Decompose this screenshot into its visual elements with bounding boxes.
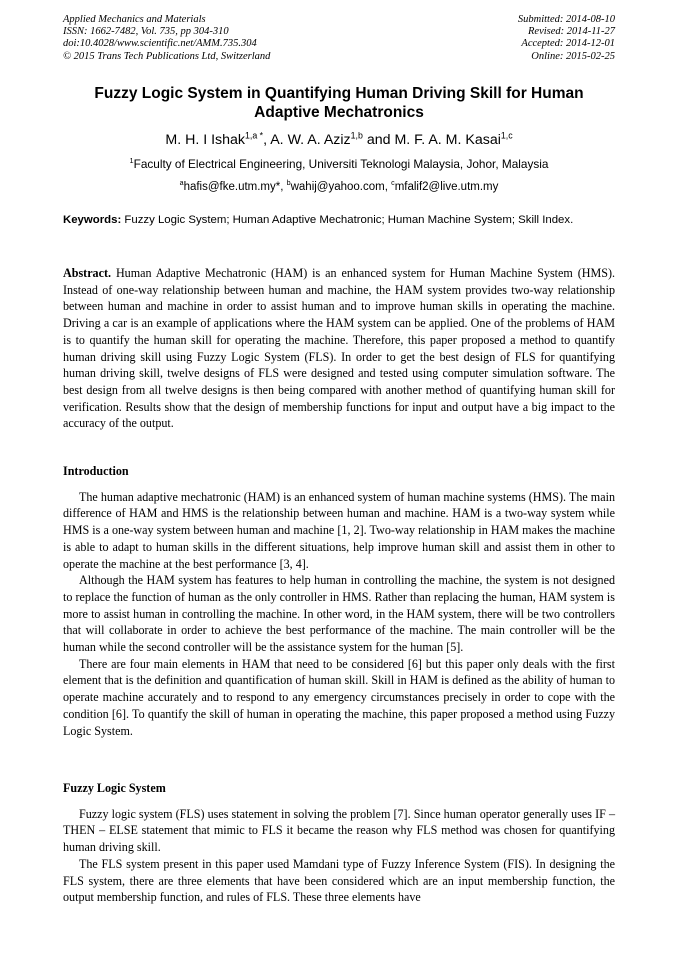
- keywords-label: Keywords:: [63, 214, 122, 226]
- journal-info: [63, 14, 270, 63]
- email-address: hafis@fke.utm.my*: [183, 181, 281, 193]
- author-affiliation-mark: 1,a *: [245, 130, 264, 141]
- section-heading: Fuzzy Logic System: [63, 781, 166, 795]
- paragraph: Although the HAM system has features to help human in controlling the machine, the system is not designed to replace the function of human as the only controller in HMS. Rather than replacing the human, HAM system is more to assist human in controlling the machine. In other word, in the HAM system, there will be two controllers that will collaborate in order to achieve the best performance of the machine. The main controller will be the human while the second controller will be the assistance system for the human [5].: [63, 573, 615, 655]
- paper-title: Fuzzy Logic System in Quantifying Human Driving Skill for Human Adaptive Mechatronics: [94, 85, 584, 121]
- abstract: [63, 265, 615, 432]
- email-address: mfalif2@live.utm.my: [394, 181, 499, 193]
- paragraph: There are four main elements in HAM that need to be considered [6] but this paper only deals with the first element that is the definition and quantification of human skill. Skill in HAM is defined as the ability of human to operate machine accurately and to respond to any emergency circumstances precisely in order to cope with the condition [6]. To quantify the skill of human in operating the machine, this paper proposed a method using Fuzzy Logic System.: [63, 656, 615, 738]
- keywords-text: Fuzzy Logic System; Human Adaptive Mechatronic; Human Machine System; Skill Index.: [124, 214, 574, 226]
- section-fuzzy-logic-system: [63, 780, 615, 906]
- author-name: A. W. A. Aziz: [270, 132, 351, 148]
- journal-copyright: © 2015 Trans Tech Publications Ltd, Switzerland: [63, 50, 271, 62]
- affiliation-mark: 1: [129, 156, 134, 166]
- journal-doi: doi:10.4028/www.scientific.net/AMM.735.304: [63, 38, 257, 50]
- date-online: Online: 2015-02-25: [531, 50, 615, 62]
- author-list: [0, 131, 678, 149]
- date-submitted: Submitted: 2014-08-10: [517, 14, 615, 25]
- journal-issn: ISSN: 1662-7482, Vol. 735, pp 304-310: [63, 26, 229, 38]
- keywords: [63, 213, 615, 228]
- paragraph: The human adaptive mechatronic (HAM) is an enhanced system of human machine systems (HMS). The main difference of HAM and HMS is the relationship between human and machine. HAM is a two-way system while HMS is a one-way system between human and machine [1, 2]. Two-way relationship in HAM makes the machine is able to adapt to human skills in the different situations, help improve human skill and assist them in other to operate the machine at the best performance [3, 4].: [63, 489, 615, 571]
- author-emails: $^a$hafis@fke.utm.my*, $^b$wahij@yahoo.com, $^c$mfalif2@live.utm.my: [179, 179, 499, 193]
- paragraph: The FLS system present in this paper used Mamdani type of Fuzzy Inference System (FIS). In designing the FLS system, there are three elements that have been considered which are an input membership function, the output membership function, and rules of FLS. These three elements have: [63, 856, 615, 905]
- date-accepted: Accepted: 2014-12-01: [521, 38, 615, 50]
- email-address: wahij@yahoo.com: [290, 181, 385, 193]
- journal-name: Applied Mechanics and Materials: [63, 14, 206, 25]
- author-conjunction: and: [362, 132, 395, 148]
- paragraph: Fuzzy logic system (FLS) uses statement in solving the problem [7]. Since human operator generally uses IF – THEN – ELSE statement that mimic to FLS it became the reason why FLS method was chosen for quantifying human driving skill.: [63, 806, 615, 855]
- date-revised: Revised: 2014-11-27: [528, 26, 615, 38]
- author-name: M. H. I Ishak: [165, 132, 245, 148]
- email-mark: c: [391, 179, 395, 188]
- author-name: M. F. A. M. Kasai: [394, 132, 501, 148]
- submission-dates: [518, 14, 615, 63]
- section-introduction: [63, 463, 615, 739]
- author-affiliation-mark: 1,c: [500, 130, 513, 141]
- author-affiliation-mark: 1,b: [350, 130, 363, 141]
- abstract-label: Abstract.: [63, 266, 112, 280]
- email-mark: b: [286, 179, 291, 188]
- abstract-text: Human Adaptive Mechatronic (HAM) is an enhanced system for Human Machine System (HMS). Instead of one-way relationship between human and machine, the HAM system provides two-way relationship between human and machine in order to assist human and to improve human skills in operating the machine. Driving a car is an example of applications where the HAM system can be applied. One of the problems of HAM is to quantify the human skill for operating the machine. Therefore, this paper proposed a method to quantify human driving skill using Fuzzy Logic System (FLS). In order to get the best design of FLS for quantifying human driving skill, twelve designs of FLS were designed and tested using computer simulation software. The best design from all twelve designs is then being compared with another method of quantifying human skill for verification. Results show that the design of membership functions for input and output have a big impact to the accuracy of the output.: [63, 266, 615, 431]
- affiliation-text: Faculty of Electrical Engineering, Universiti Teknologi Malaysia, Johor, Malaysia: [133, 157, 549, 171]
- author-separator: ,: [263, 132, 271, 148]
- affiliation: [0, 157, 678, 171]
- section-heading: Introduction: [63, 464, 129, 478]
- abstract-paragraph: [63, 265, 615, 432]
- email-mark: a: [179, 179, 184, 188]
